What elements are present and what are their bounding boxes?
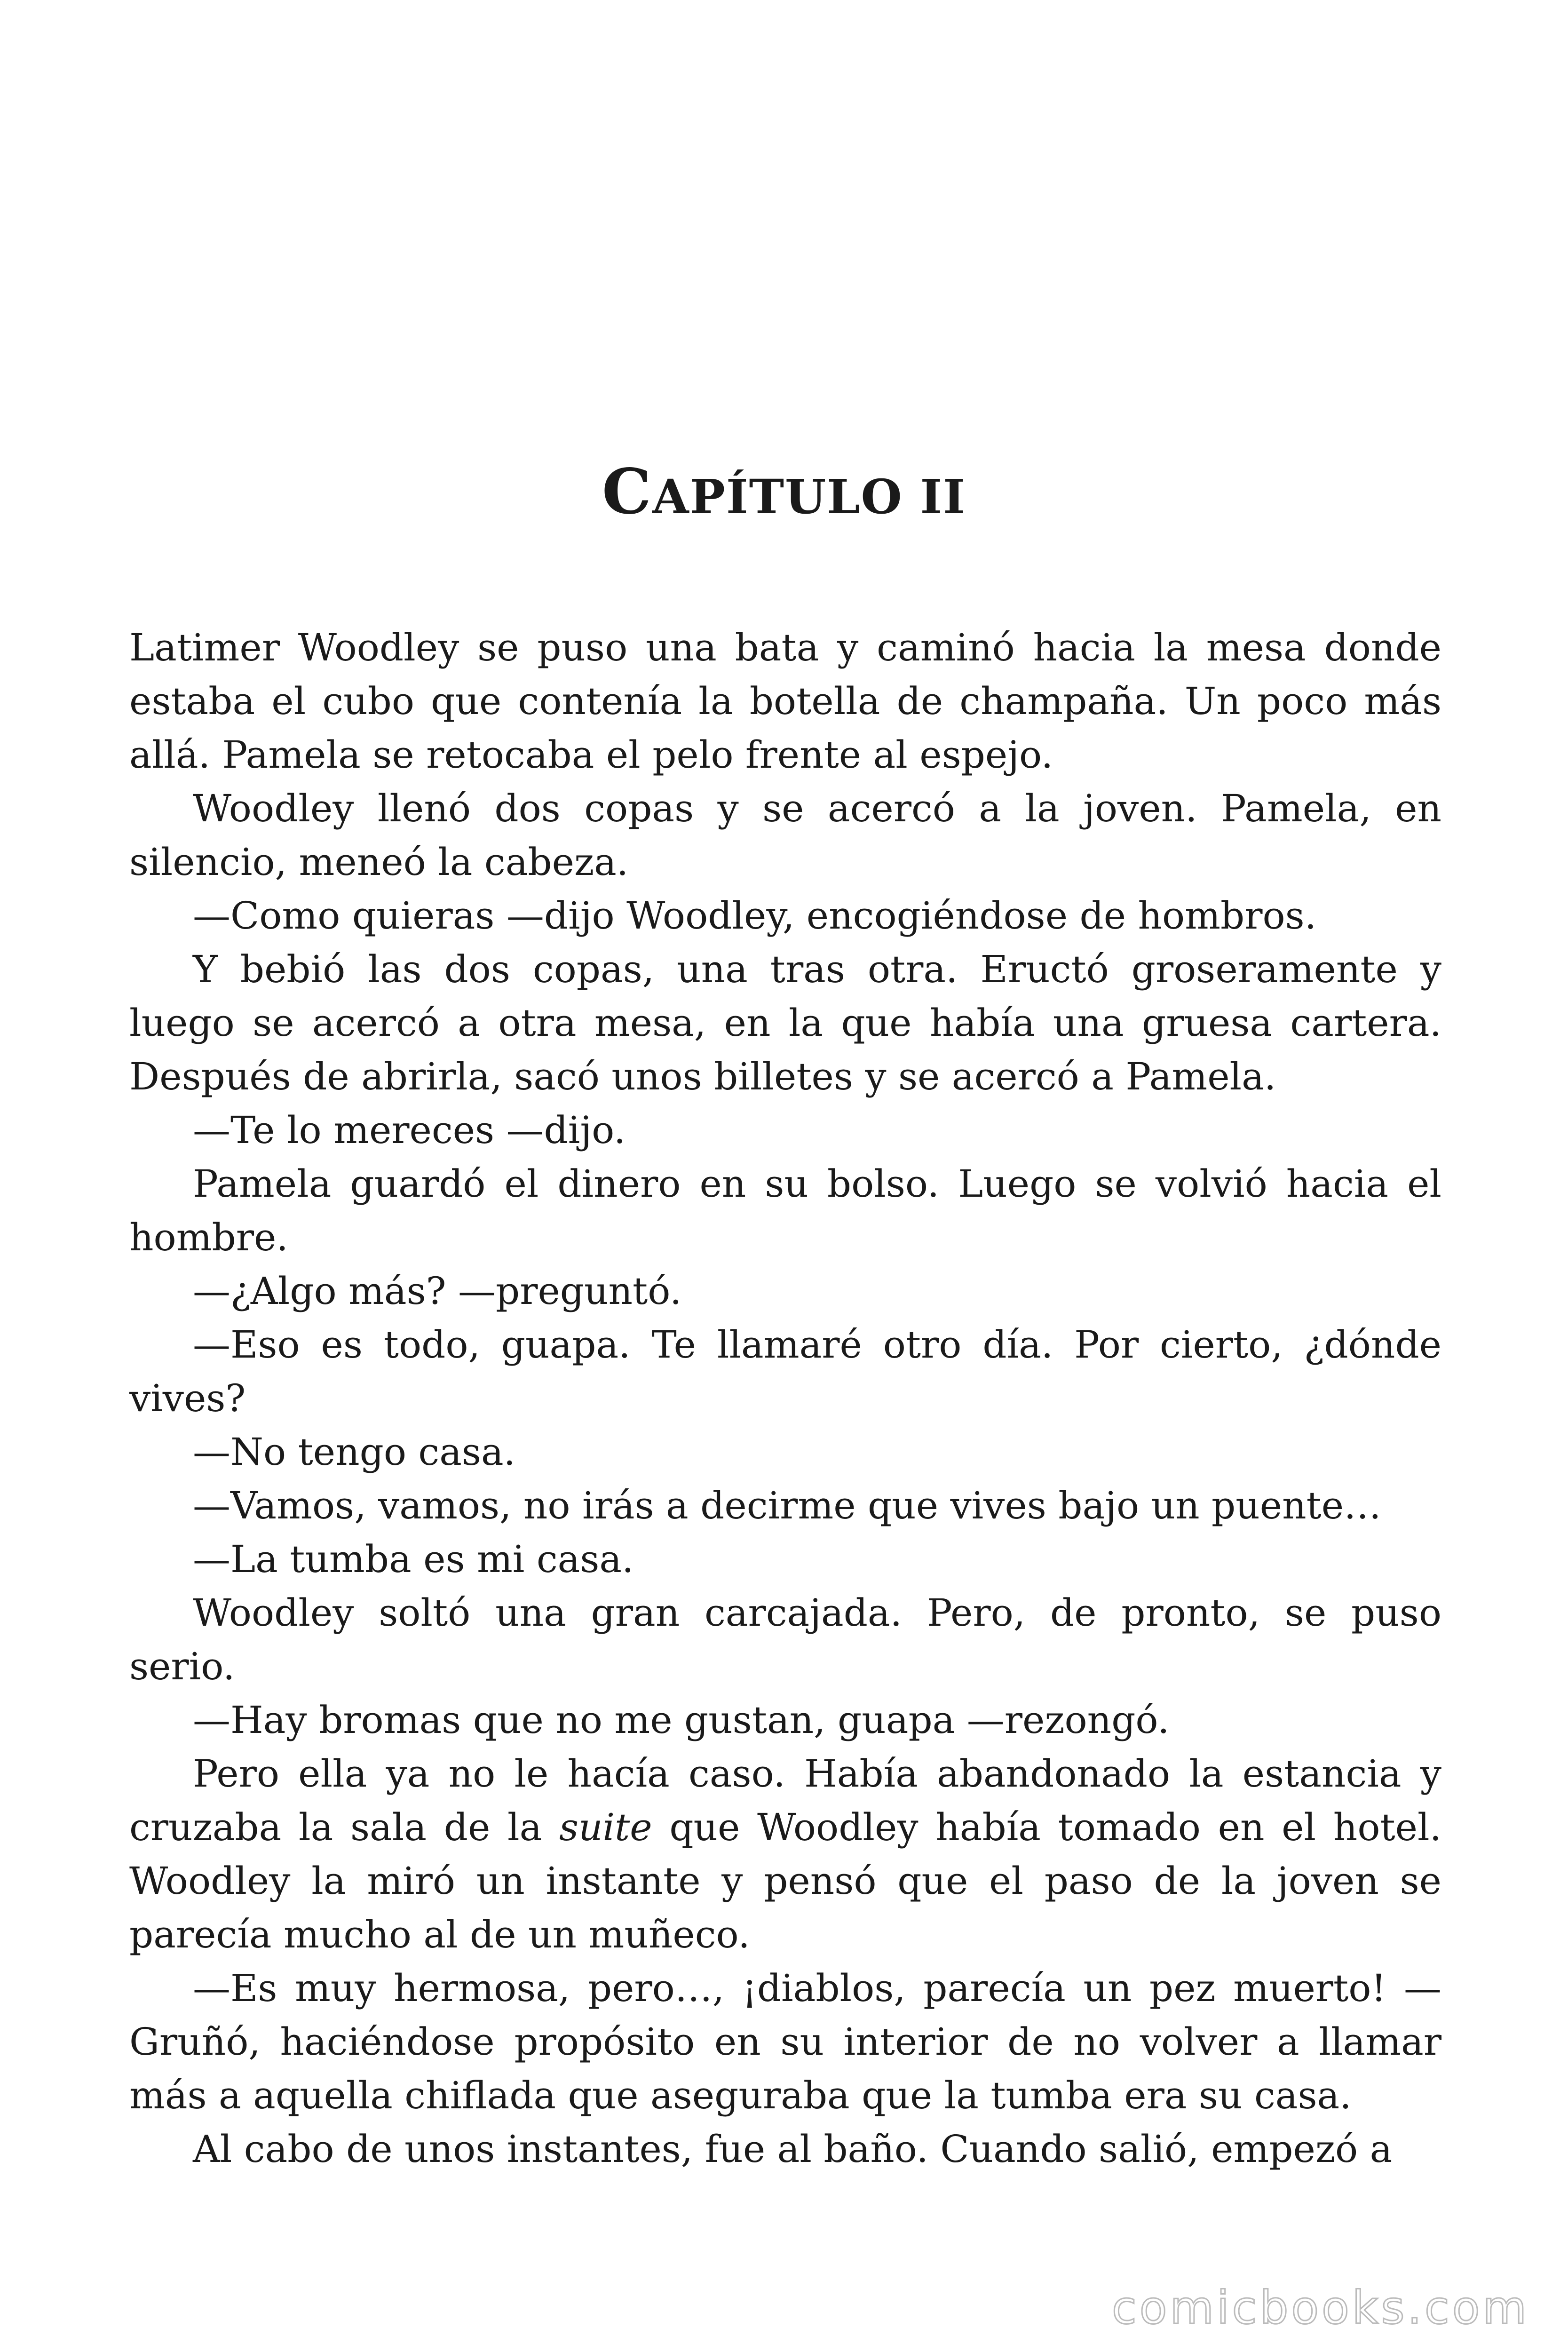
paragraph-suite-after: que Woodley había tomado en el hotel. Woodley la miró un instante y pensó que el paso de la joven se parecía mucho al de un muñeco. — [129, 1805, 1441, 1956]
watermark-logo: comicbooks.com — [1111, 2281, 1529, 2334]
paragraph: Pamela guardó el dinero en su bolso. Luego se volvió hacia el hombre. — [129, 1162, 1441, 1259]
paragraph: Latimer Woodley se puso una bata y caminó hacia la mesa donde estaba el cubo que contenía la botella de champaña. Un poco más allá. Pamela se retocaba el pelo frente al espejo. — [129, 626, 1441, 777]
paragraph-suite-before: Pero ella ya no le hacía caso. Había abandonado la estancia y cruzaba la sala de la — [129, 1752, 1441, 1849]
chapter-title-initial: C — [602, 455, 653, 528]
italic-word: suite — [559, 1805, 652, 1849]
dialogue-line: —Como quieras —dijo Woodley, encogiéndose de hombros. — [193, 894, 1317, 938]
paragraph: Al cabo de unos instantes, fue al baño. Cuando salió, empezó a — [193, 2127, 1393, 2171]
chapter-body — [129, 621, 1441, 2176]
paragraph: Woodley soltó una gran carcajada. Pero, de pronto, se puso serio. — [129, 1591, 1441, 1688]
dialogue-line: —Te lo mereces —dijo. — [193, 1108, 626, 1152]
dialogue-line: —Es muy hermosa, pero…, ¡diablos, parecía un pez muerto! — Gruñó, haciéndose propósito en su interior de no volver a llamar más a aquella chiflada que aseguraba que la tumba era su casa. — [129, 1966, 1441, 2117]
chapter-title-rest: APÍTULO II — [652, 469, 966, 524]
dialogue-line: —Hay bromas que no me gustan, guapa —rezongó. — [193, 1698, 1170, 1742]
paragraph: Woodley llenó dos copas y se acercó a la joven. Pamela, en silencio, meneó la cabeza. — [129, 787, 1441, 884]
dialogue-line: —¿Algo más? —preguntó. — [193, 1269, 682, 1313]
paragraph-suite — [129, 1747, 1441, 1962]
dialogue-line: —No tengo casa. — [193, 1430, 516, 1474]
chapter-title — [0, 455, 1568, 528]
dialogue-line: —Vamos, vamos, no irás a decirme que vives bajo un puente… — [193, 1484, 1382, 1527]
dialogue-line: —Eso es todo, guapa. Te llamaré otro día. Por cierto, ¿dónde vives? — [129, 1323, 1441, 1420]
dialogue-line: —La tumba es mi casa. — [193, 1537, 634, 1581]
paragraph: Y bebió las dos copas, una tras otra. Eructó groseramente y luego se acercó a otra mesa, en la que había una gruesa cartera. Después de abrirla, sacó unos billetes y se acercó a Pamela. — [129, 947, 1441, 1098]
